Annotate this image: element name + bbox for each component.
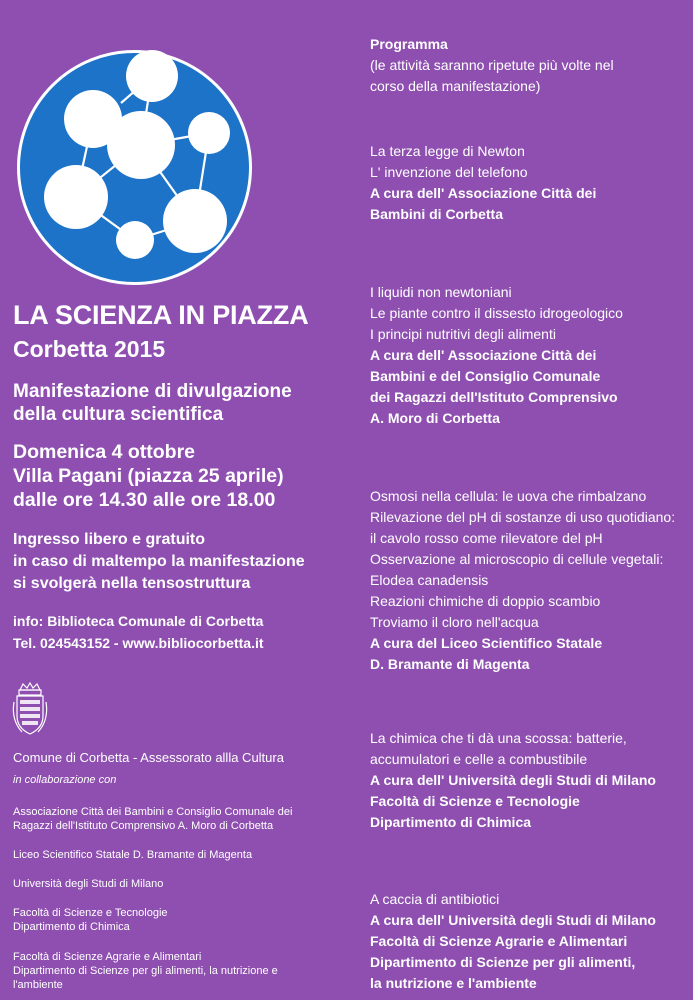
partner-item: Associazione Città dei Bambini e Consiglio Comunale dei Ragazzi dell'Istituto Comprensivo A. Moro di Corbetta xyxy=(13,806,293,832)
partner-item: Facoltà di Scienze e Tecnologie Dipartimento di Chimica xyxy=(13,907,168,933)
program-header: Programma (le attività saranno ripetute più volte nel corso della manifestazione) xyxy=(370,34,693,97)
molecule-logo-icon xyxy=(16,49,253,286)
event-description: Manifestazione di divulgazione della cultura scientifica xyxy=(13,381,292,425)
partner-item: Facoltà di Scienze Agrarie e Alimentari Dipartimento di Scienze per gli alimenti, la nutrizione e l'ambiente xyxy=(13,951,278,991)
partner-item: Università degli Studi di Milano xyxy=(13,878,164,890)
program-heading: Programma xyxy=(370,36,448,52)
program-block: Osmosi nella cellula: le uova che rimbalzano Rilevazione del pH di sostanze di uso quotidiano: il cavolo rosso come rilevatore del pH Osservazione al microscopio di cellule vegetali: Elodea canadensis Reazioni chimiche di doppio scambio Troviamo il cloro nell'acqua A cura del Liceo Scientifico Statale D. Bramante di Magenta xyxy=(370,488,676,672)
coat-of-arms-icon xyxy=(10,682,50,740)
program-block: I liquidi non newtoniani Le piante contro il dissesto idrogeologico I principi nutritivi degli alimenti A cura dell' Associazione Città dei Bambini e del Consiglio Comunale dei Ragazzi dell'Istituto Comprensivo A. Moro di Corbetta xyxy=(370,284,623,426)
contact-info: info: Biblioteca Comunale di Corbetta Tel. 024543152 - www.bibliocorbetta.it xyxy=(13,613,264,651)
partner-item: Liceo Scientifico Statale D. Bramante di Magenta xyxy=(13,849,253,861)
event-date-place: Domenica 4 ottobre Villa Pagani (piazza 25 aprile) dalle ore 14.30 alle ore 18.00 xyxy=(13,441,284,511)
event-subtitle: Corbetta 2015 xyxy=(13,336,166,362)
collaboration-label: in collaborazione con xyxy=(13,774,117,786)
program-block: A caccia di antibiotici A cura dell' Università degli Studi di Milano Facoltà di Scienze Agrarie e Alimentari Dipartimento di Scienze per gli alimenti, la nutrizione e l'ambiente xyxy=(370,891,656,991)
organizer-comune: Comune di Corbetta - Assessorato allla Cultura xyxy=(13,750,284,765)
event-title: LA SCIENZA IN PIAZZA xyxy=(13,300,309,330)
program-block: La chimica che ti dà una scossa: batterie, accumulatori e celle a combustibile A cura dell' Università degli Studi di Milano Facoltà di Scienze e Tecnologie Dipartimento di Chimica xyxy=(370,730,656,830)
program-block: La terza legge di Newton L' invenzione del telefono A cura dell' Associazione Città dei Bambini di Corbetta xyxy=(370,143,597,222)
event-entry-info: Ingresso libero e gratuito in caso di maltempo la manifestazione si svolgerà nella tensostruttura xyxy=(13,531,305,592)
